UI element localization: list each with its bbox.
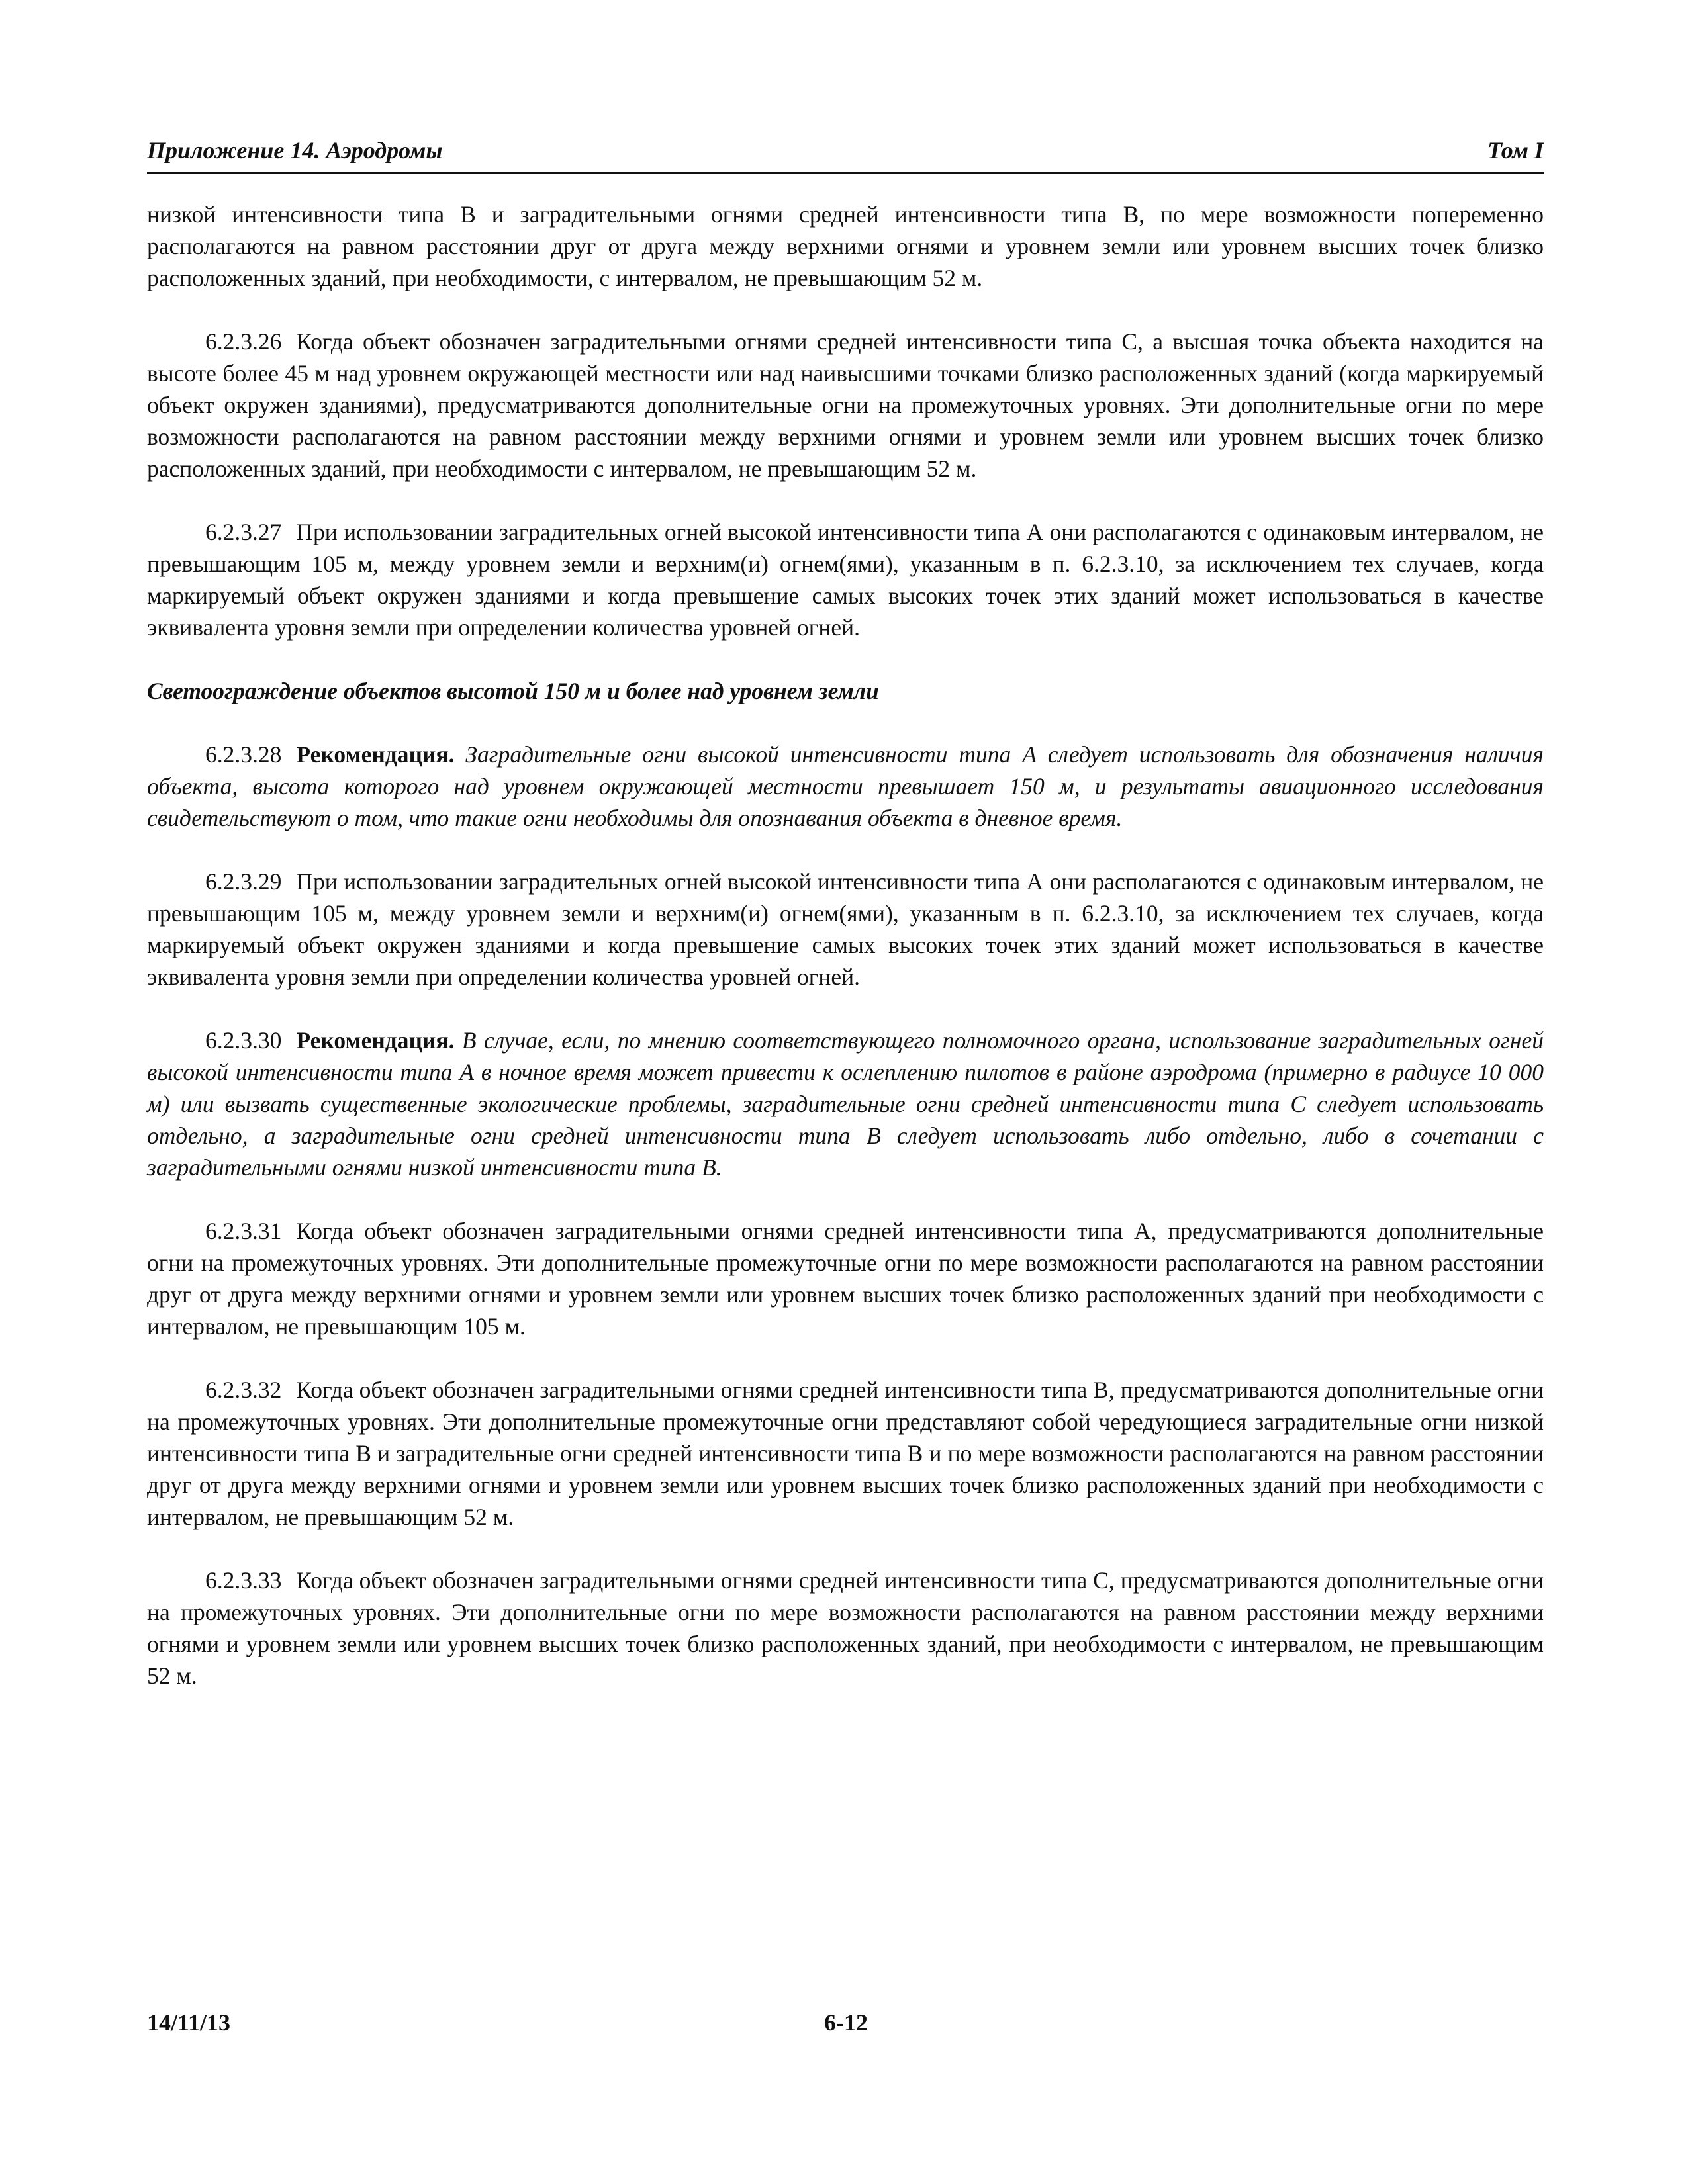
paragraph-text: При использовании заградительных огней высокой интенсивности типа А они располагаются с одинаковым интервалом, не превышающим 105 м, между уровнем земли и верхним(и) огнем(ями), указанным в п. 6.2.3.10, за исключением тех случаев, когда маркируемый объект окружен зданиями и когда превышение самых высоких точек этих зданий может использоваться в качестве эквивалента уровня земли при определении количества уровней огней. <box>147 868 1544 990</box>
paragraph-number: 6.2.3.31 <box>205 1218 282 1244</box>
header-volume: Том I <box>1487 137 1544 163</box>
page-header <box>147 130 1544 174</box>
paragraph-6-2-3-33 <box>147 1565 1544 1692</box>
paragraph-number: 6.2.3.26 <box>205 328 282 355</box>
recommendation-label: Рекомендация. <box>296 741 455 768</box>
paragraph-6-2-3-32 <box>147 1374 1544 1533</box>
paragraph-number: 6.2.3.29 <box>205 868 282 895</box>
paragraph-text: В случае, если, по мнению соответствующего полномочного органа, использование заградительных огней высокой интенсивности типа А в ночное время может привести к ослеплению пилотов в районе аэродрома (примерно в радиусе 10 000 м) или вызвать существенные экологические проблемы, заградительные огни средней интенсивности типа С следует использовать отдельно, а заградительные огни средней интенсивности типа В следует использовать либо отдельно, либо в сочетании с заградительными огнями низкой интенсивности типа В. <box>147 1027 1544 1181</box>
recommendation-label: Рекомендация. <box>296 1027 455 1054</box>
paragraph-6-2-3-30 <box>147 1024 1544 1183</box>
paragraph-text: Когда объект обозначен заградительными огнями средней интенсивности типа А, предусматриваются дополнительные огни на промежуточных уровнях. Эти дополнительные промежуточные огни по мере возможности располагаются на равном расстоянии друг от друга между верхними огнями и уровнем земли или уровнем высших точек близко расположенных зданий при необходимости с интервалом, не превышающим 105 м. <box>147 1218 1544 1340</box>
paragraph-text: Когда объект обозначен заградительными огнями средней интенсивности типа В, предусматриваются дополнительные огни на промежуточных уровнях. Эти дополнительные промежуточные огни представляют собой чередующиеся заградительные огни низкой интенсивности типа В и заградительные огни средней интенсивности типа В и по мере возможности располагаются на равном расстоянии друг от друга между верхними огнями и уровнем земли или уровнем высших точек близко расположенных зданий при необходимости с интервалом, не превышающим 52 м. <box>147 1377 1544 1530</box>
document-body <box>147 199 1544 1723</box>
page-number: 6-12 <box>824 2009 868 2036</box>
paragraph-number: 6.2.3.32 <box>205 1377 282 1403</box>
paragraph-text: Когда объект обозначен заградительными огнями средней интенсивности типа С, предусматриваются дополнительные огни на промежуточных уровнях. Эти дополнительные огни по мере возможности располагаются на равном расстоянии между верхними огнями и уровнем земли или уровнем высших точек близко расположенных зданий, при необходимости с интервалом, не превышающим 52 м. <box>147 1567 1544 1689</box>
paragraph-text: низкой интенсивности типа В и заградительными огнями средней интенсивности типа В, по мере возможности попеременно располагаются на равном расстоянии друг от друга между верхними огнями и уровнем земли или уровнем высших точек близко расположенных зданий, при необходимости, с интервалом, не превышающим 52 м. <box>147 201 1544 291</box>
paragraph-6-2-3-28 <box>147 739 1544 834</box>
paragraph-text: Когда объект обозначен заградительными огнями средней интенсивности типа С, а высшая точка объекта находится на высоте более 45 м над уровнем окружающей местности или над наивысшими точками близко расположенных зданий (когда маркируемый объект окружен зданиями), предусматриваются дополнительные огни на промежуточных уровнях. Эти дополнительные огни по мере возможности располагаются на равном расстоянии между верхними огнями и уровнем земли или уровнем высших точек близко расположенных зданий, при необходимости с интервалом, не превышающим 52 м. <box>147 328 1544 482</box>
section-heading: Светоограждение объектов высотой 150 м и более над уровнем земли <box>147 678 879 704</box>
paragraph-continuation <box>147 199 1544 294</box>
paragraph-6-2-3-27 <box>147 516 1544 643</box>
header-title: Приложение 14. Аэродромы <box>147 137 443 163</box>
paragraph-text: При использовании заградительных огней высокой интенсивности типа А они располагаются с одинаковым интервалом, не превышающим 105 м, между уровнем земли и верхним(и) огнем(ями), указанным в п. 6.2.3.10, за исключением тех случаев, когда маркируемый объект окружен зданиями и когда превышение самых высоких точек этих зданий может использоваться в качестве эквивалента уровня земли при определении количества уровней огней. <box>147 519 1544 641</box>
paragraph-number: 6.2.3.30 <box>205 1027 282 1054</box>
paragraph-6-2-3-26 <box>147 326 1544 484</box>
paragraph-text: Заградительные огни высокой интенсивности типа А следует использовать для обозначения наличия объекта, высота которого над уровнем окружающей местности превышает 150 м, и результаты авиационного исследования свидетельствуют о том, что такие огни необходимы для опознавания объекта в дневное время. <box>147 741 1544 831</box>
paragraph-number: 6.2.3.27 <box>205 519 282 545</box>
paragraph-6-2-3-31 <box>147 1215 1544 1342</box>
paragraph-number: 6.2.3.28 <box>205 741 282 768</box>
footer-date: 14/11/13 <box>147 2009 231 2036</box>
paragraph-number: 6.2.3.33 <box>205 1567 282 1594</box>
paragraph-6-2-3-29 <box>147 866 1544 993</box>
